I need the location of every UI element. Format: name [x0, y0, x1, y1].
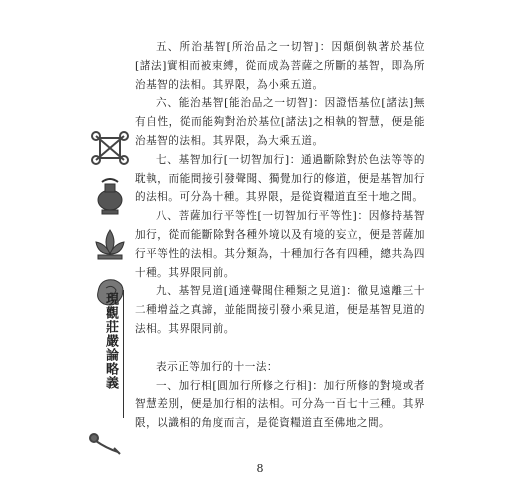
- ruyi-scepter-icon: [88, 432, 122, 456]
- paragraph-8: 八、菩薩加行平等性[一切智加行平等性]：因修持基智加行，從而能斷除對各種外境以及有境的妄立，便是菩薩加行平等性的法相。其分類為，十種加行各有四種，總共為四十種。其界限同前。: [135, 210, 425, 279]
- endless-knot-icon: [88, 128, 132, 168]
- lotus-icon: [88, 224, 132, 264]
- paragraph-9: 九、基智見道[通達聲聞住種類之見道]：徹見遠離三十二種增益之真諦，並能間接引發小乘見道，便是基智見道的法相。其界限同前。: [135, 285, 425, 335]
- page-number: 8: [256, 462, 264, 475]
- section-gap: [135, 339, 425, 358]
- body-text: [135, 38, 425, 433]
- section-heading: 表示正等加行的十一法：: [156, 360, 279, 373]
- paragraph-6: 六、能治基智[能治品之一切智]：因證悟基位[諸法]無有自性，從而能夠對治於基位[諸法]之相執的智慧，便是能治基智的法相。其界限，為大乘五道。: [135, 97, 425, 147]
- paragraph-1: 一、加行相[圓加行所修之行相]：加行所修的對境或者智慧差別，便是加行相的法相。可分為一百七十三種。其界限，以識相的角度而言，是從資糧道直至佛地之間。: [135, 379, 425, 430]
- paragraph-5: 五、所治基智[所治品之一切智]：因顛倒執著於基位[諸法]實相而被束縛，從而成為菩薩之所斷的基智，即為所治基智的法相。其界限，為小乘五道。: [135, 41, 425, 91]
- side-title: 現觀莊嚴論略義: [103, 292, 118, 390]
- paragraph-7: 七、基智加行[一切智加行]：通過斷除對於色法等等的耽執，而能間接引發聲聞、獨覺加行的修道，便是基智加行的法相。可分為十種。其界限，是從資糧道直至十地之間。: [135, 153, 425, 204]
- treasure-vase-icon: [88, 176, 132, 216]
- side-title-rule: [123, 290, 124, 418]
